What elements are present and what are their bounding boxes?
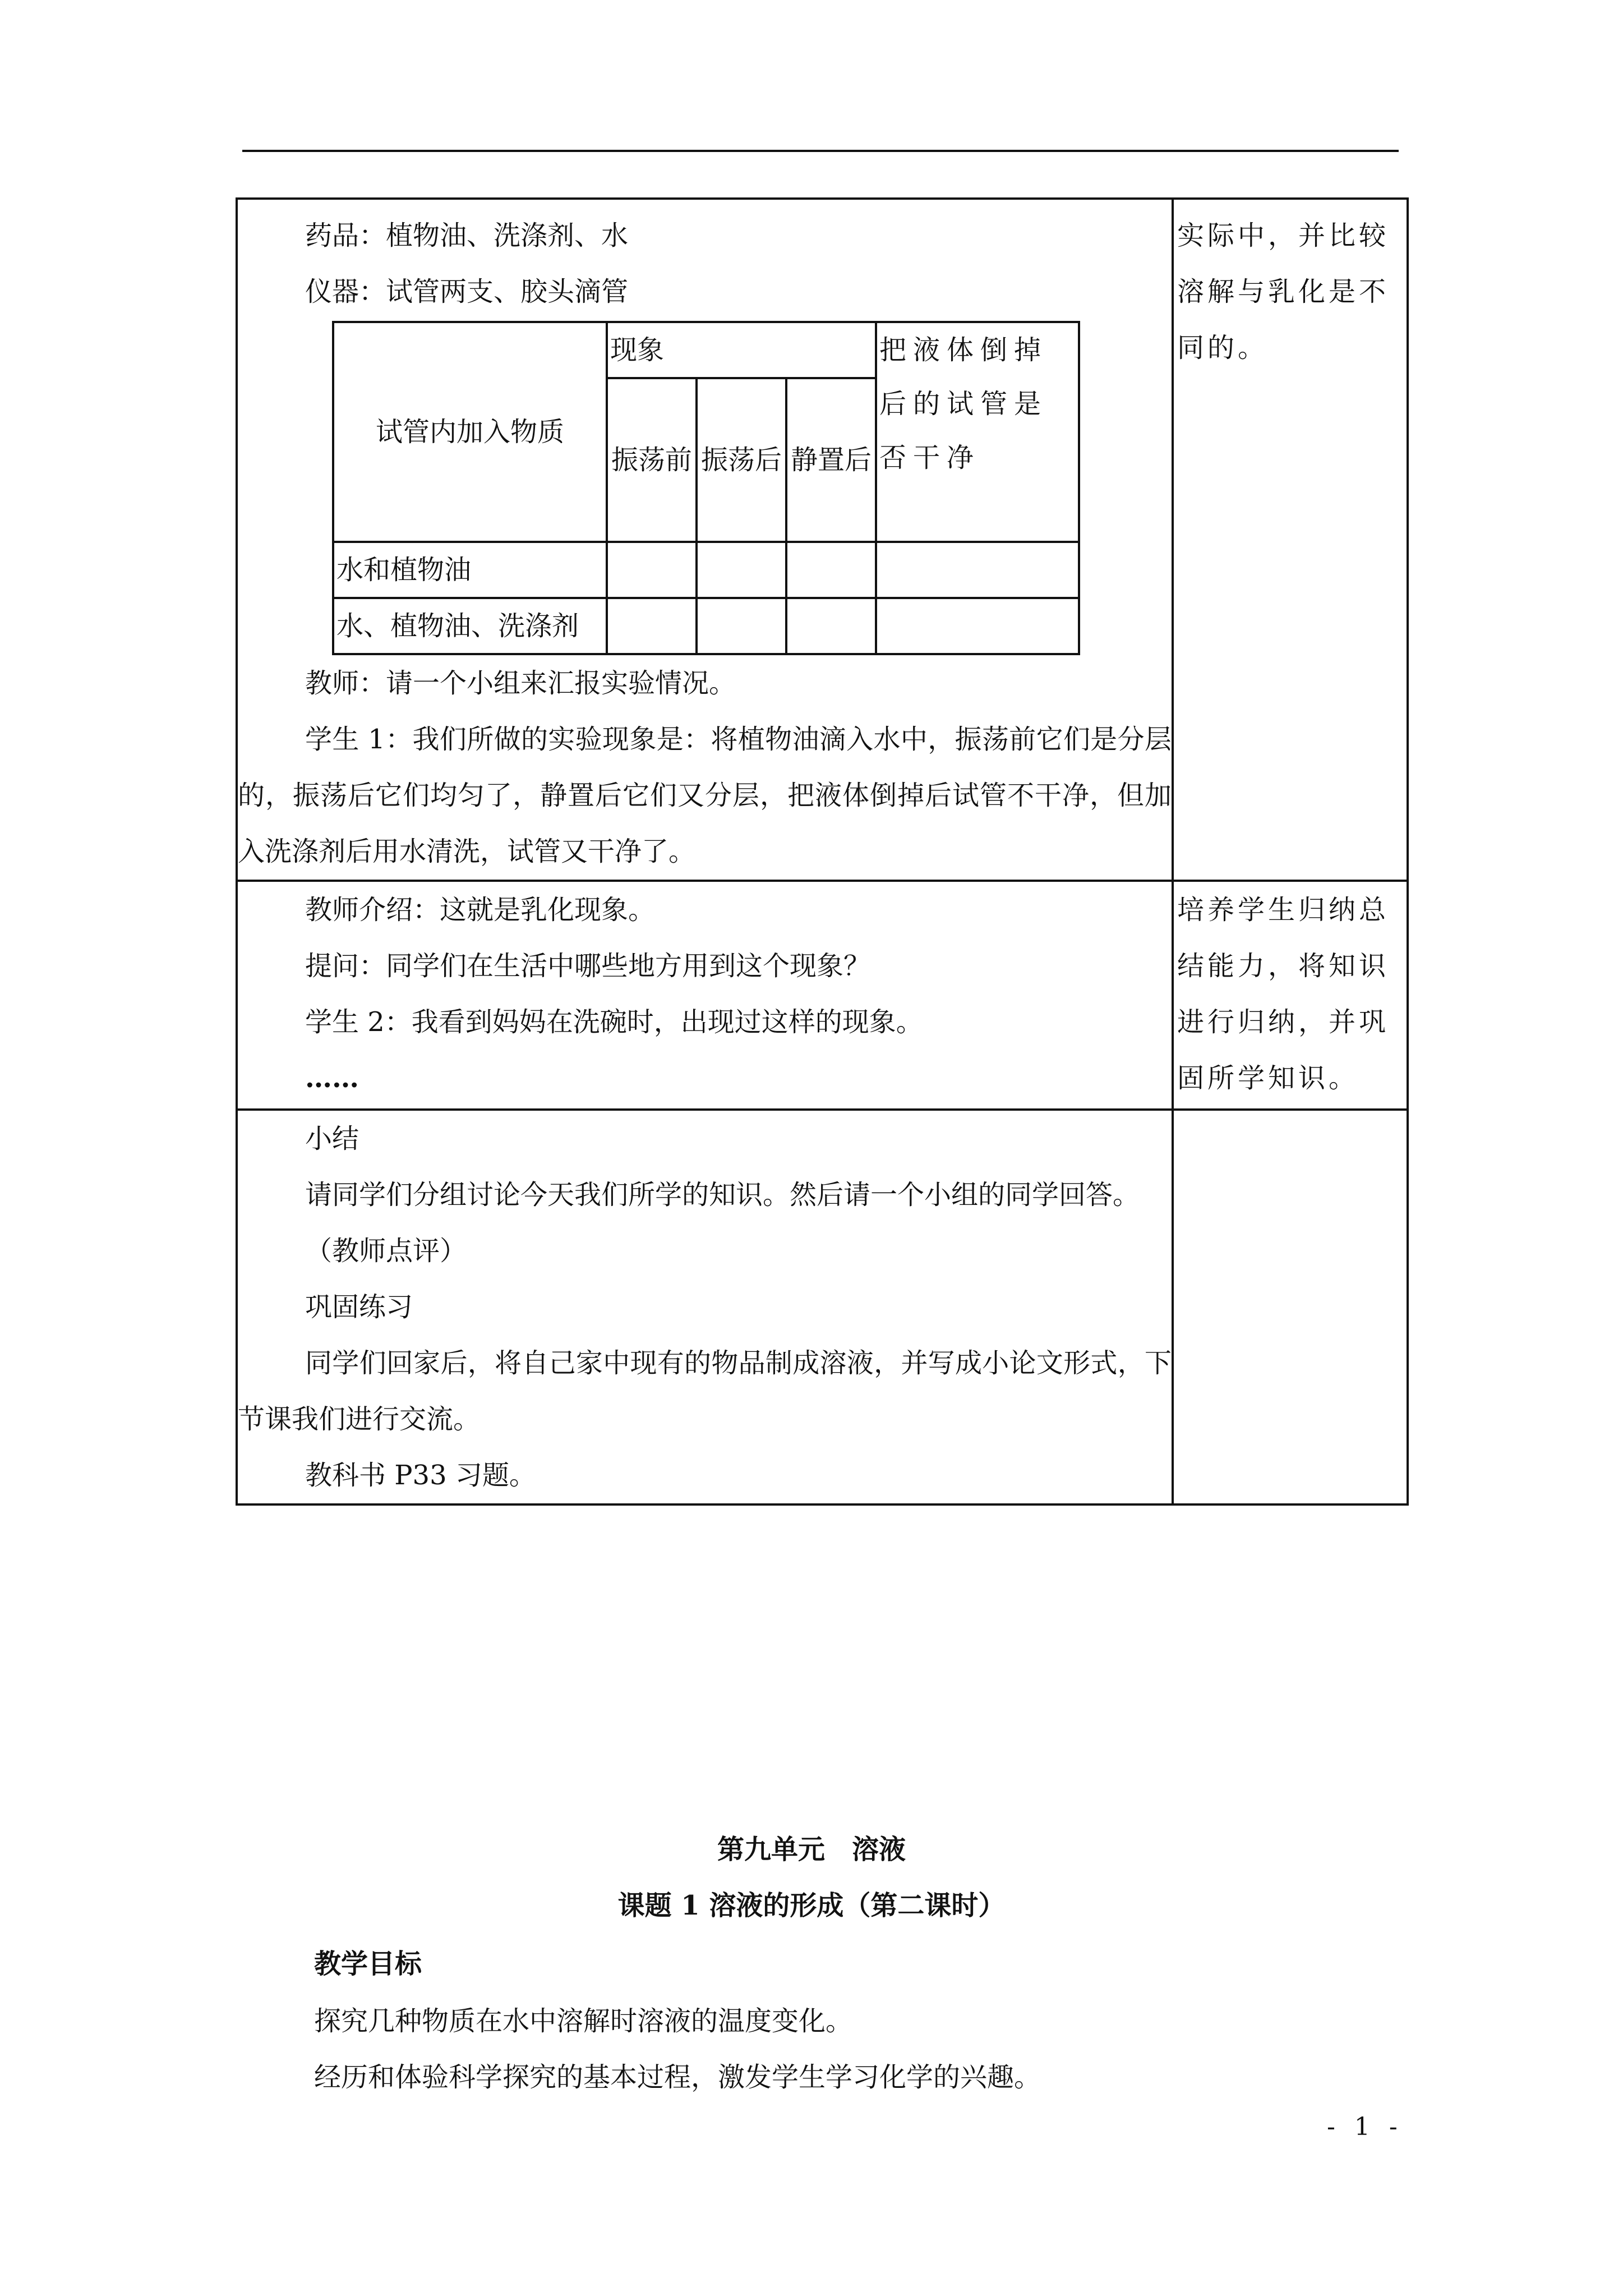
student-report: 学生 1：我们所做的实验现象是：将植物油滴入水中，振荡前它们是分层的，振荡后它们均匀了，静置后它们又分层，把液体倒掉后试管不干净，但加入洗涤剂后用水清洗，试管又干净了。 <box>238 724 1172 867</box>
experiment-table <box>332 321 1080 655</box>
table-row <box>333 542 1079 598</box>
summary-title: 小结 <box>305 1123 359 1154</box>
lesson-title: 课题 1 溶液的形成（第二课时） <box>617 1890 1006 1921</box>
purpose-cell <box>1173 881 1408 1110</box>
teacher-line: 教师：请一个小组来汇报实验情况。 <box>305 668 736 699</box>
teacher-intro: 教师介绍：这就是乳化现象。 <box>305 894 656 926</box>
activity-cell <box>237 881 1173 1110</box>
activity-cell <box>237 199 1173 881</box>
header-before: 振荡前 <box>607 378 697 542</box>
table-cell <box>876 598 1079 654</box>
table-cell <box>786 542 876 598</box>
table-row <box>237 199 1408 881</box>
purpose-text: 培养学生归纳总结能力，将知识进行归纳，并巩固所学知识。 <box>1177 894 1390 1094</box>
ellipsis-line: …… <box>305 1062 359 1094</box>
unit-title: 第九单元 溶液 <box>717 1834 906 1865</box>
table-row <box>333 598 1079 654</box>
objectives-heading: 教学目标 <box>314 1948 422 1980</box>
lesson-table <box>236 197 1409 1506</box>
materials-line: 药品：植物油、洗涤剂、水 <box>305 220 629 251</box>
header-clean: 把液体倒掉后的试管是否干净 <box>876 322 1079 542</box>
header-after: 振荡后 <box>697 378 786 542</box>
table-row <box>237 881 1408 1110</box>
student-answer: 学生 2：我看到妈妈在洗碗时，出现过这样的现象。 <box>305 1006 923 1038</box>
header-phenomenon: 现象 <box>607 322 876 378</box>
header-rule <box>242 150 1399 152</box>
practice-title: 巩固练习 <box>305 1291 413 1323</box>
objective-item: 经历和体验科学探究的基本过程，激发学生学习化学的兴趣。 <box>314 2062 1041 2093</box>
purpose-text: 实际中，并比较溶解与乳化是不同的。 <box>1177 220 1390 364</box>
purpose-cell <box>1173 1110 1408 1504</box>
header-still: 静置后 <box>786 378 876 542</box>
row-label: 水和植物油 <box>333 542 607 598</box>
activity-cell <box>237 1110 1173 1504</box>
table-cell <box>786 598 876 654</box>
page-number: - 1 - <box>1327 2113 1403 2141</box>
header-substance: 试管内加入物质 <box>333 322 607 542</box>
homework-line: 教科书 P33 习题。 <box>305 1460 536 1491</box>
table-row <box>237 1110 1408 1504</box>
table-cell <box>607 542 697 598</box>
table-cell <box>697 598 786 654</box>
instruments-line: 仪器：试管两支、胶头滴管 <box>305 276 629 307</box>
purpose-cell <box>1173 199 1408 881</box>
table-cell <box>697 542 786 598</box>
question-line: 提问：同学们在生活中哪些地方用到这个现象？ <box>305 950 871 982</box>
summary-text: 请同学们分组讨论今天我们所学的知识。然后请一个小组的同学回答。 <box>305 1179 1140 1211</box>
teacher-comment: （教师点评） <box>305 1235 467 1267</box>
table-cell <box>876 542 1079 598</box>
practice-text: 同学们回家后，将自己家中现有的物品制成溶液，并写成小论文形式，下节课我们进行交流。 <box>238 1347 1172 1435</box>
table-cell <box>607 598 697 654</box>
objective-item: 探究几种物质在水中溶解时溶液的温度变化。 <box>314 2005 853 2037</box>
row-label: 水、植物油、洗涤剂 <box>333 598 607 654</box>
